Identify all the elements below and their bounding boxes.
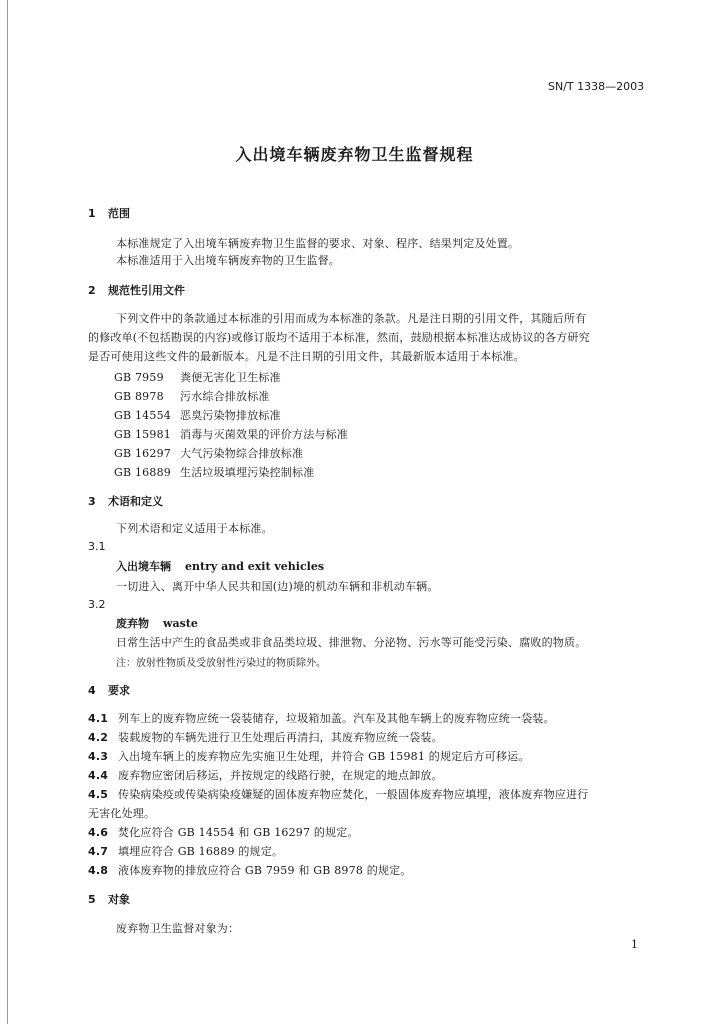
standard-code: SN/T 1338—2003 bbox=[548, 80, 645, 93]
section-number: 3 bbox=[88, 495, 96, 508]
reference-title: 粪便无害化卫生标准 bbox=[180, 371, 281, 384]
term-chinese: 废弃物 bbox=[116, 617, 149, 630]
page-title: 入出境车辆废弃物卫生监督规程 bbox=[235, 145, 474, 164]
term-entry bbox=[116, 558, 324, 574]
section-title: 规范性引用文件 bbox=[108, 284, 185, 297]
reference-title: 生活垃圾填埋污染控制标准 bbox=[180, 466, 315, 479]
section-heading-4 bbox=[88, 682, 130, 698]
subsection-number: 3.1 bbox=[88, 540, 106, 553]
requirement-text: 列车上的废弃物应统一袋装储存，垃圾箱加盖。汽车及其他车辆上的废弃物应统一袋装。 bbox=[118, 712, 555, 725]
reference-title: 大气污染物综合排放标准 bbox=[180, 447, 304, 460]
requirement-number: 4.4 bbox=[88, 769, 109, 782]
requirement-item bbox=[88, 862, 412, 878]
paragraph: 的修改单(不包括勘误的内容)或修订版均不适用于本标准，然而，鼓励根据本标准达成协议的各方研究 bbox=[88, 331, 590, 344]
reference-item bbox=[114, 464, 314, 480]
reference-item bbox=[114, 369, 281, 385]
section-number: 5 bbox=[88, 893, 96, 906]
section-number: 2 bbox=[88, 284, 96, 297]
requirement-number: 4.8 bbox=[88, 864, 109, 877]
paragraph: 是否可使用这些文件的最新版本。凡是不注日期的引用文件，其最新版本适用于本标准。 bbox=[88, 350, 525, 363]
reference-code: GB 7959 bbox=[114, 371, 164, 384]
paragraph: 下列术语和定义适用于本标准。 bbox=[116, 522, 273, 535]
requirement-text: 液体废弃物的排放应符合 GB 7959 和 GB 8978 的规定。 bbox=[118, 864, 412, 877]
reference-code: GB 14554 bbox=[114, 409, 171, 422]
reference-title: 污水综合排放标准 bbox=[180, 390, 270, 403]
requirement-text: 焚化应符合 GB 14554 和 GB 16297 的规定。 bbox=[118, 826, 359, 839]
reference-code: GB 8978 bbox=[114, 390, 164, 403]
requirement-item bbox=[88, 710, 555, 726]
requirement-number: 4.7 bbox=[88, 845, 109, 858]
term-entry bbox=[116, 615, 198, 631]
requirement-item bbox=[88, 767, 443, 783]
subsection-number: 3.2 bbox=[88, 598, 106, 611]
section-number: 4 bbox=[88, 684, 96, 697]
term-chinese: 入出境车辆 bbox=[116, 560, 171, 573]
reference-item bbox=[114, 445, 303, 461]
section-heading-2 bbox=[88, 282, 185, 298]
requirement-text: 废弃物应密闭后移运，并按规定的线路行驶，在规定的地点卸放。 bbox=[118, 769, 443, 782]
section-heading-5 bbox=[88, 891, 130, 907]
term-english: entry and exit vehicles bbox=[185, 560, 325, 573]
paragraph: 下列文件中的条款通过本标准的引用而成为本标准的条款。凡是注日期的引用文件，其随后所有 bbox=[116, 312, 587, 325]
reference-title: 消毒与灭菌效果的评价方法与标准 bbox=[180, 428, 348, 441]
reference-title: 恶臭污染物排放标准 bbox=[180, 409, 281, 422]
page-number: 1 bbox=[631, 938, 638, 951]
requirement-number: 4.5 bbox=[88, 788, 109, 801]
requirement-item bbox=[88, 748, 530, 764]
requirement-number: 4.6 bbox=[88, 826, 109, 839]
reference-item bbox=[114, 407, 281, 423]
reference-code: GB 16889 bbox=[114, 466, 171, 479]
term-definition: 日常生活中产生的食品类或非食品类垃圾、排泄物、分泌物、污水等可能受污染、腐败的物质。 bbox=[116, 636, 587, 649]
section-heading-1 bbox=[88, 205, 130, 221]
section-title: 对象 bbox=[108, 893, 130, 906]
term-english: waste bbox=[163, 617, 198, 630]
requirement-number: 4.3 bbox=[88, 750, 109, 763]
paragraph: 本标准规定了入出境车辆废弃物卫生监督的要求、对象、程序、结果判定及处置。 bbox=[116, 237, 520, 250]
requirement-item bbox=[88, 824, 359, 840]
requirement-text: 填埋应符合 GB 16889 的规定。 bbox=[118, 845, 284, 858]
requirement-item bbox=[88, 786, 588, 802]
reference-code: GB 15981 bbox=[114, 428, 171, 441]
requirement-text: 传染病染疫或传染病染疫嫌疑的固体废弃物应焚化，一般固体废弃物应填埋，液体废弃物应进行 bbox=[118, 788, 589, 801]
requirement-number: 4.1 bbox=[88, 712, 109, 725]
reference-item bbox=[114, 426, 348, 442]
section-title: 术语和定义 bbox=[108, 495, 163, 508]
section-number: 1 bbox=[88, 207, 96, 220]
paragraph: 本标准适用于入出境车辆废弃物的卫生监督。 bbox=[116, 254, 340, 267]
term-definition: 一切进入、离开中华人民共和国(边)境的机动车辆和非机动车辆。 bbox=[116, 580, 439, 593]
requirement-text: 入出境车辆上的废弃物应先实施卫生处理，并符合 GB 15981 的规定后方可移运。 bbox=[118, 750, 530, 763]
section-title: 要求 bbox=[108, 684, 130, 697]
requirement-text: 装载废物的车辆先进行卫生处理后再清扫，其废弃物应统一袋装。 bbox=[118, 731, 443, 744]
requirement-item bbox=[88, 843, 283, 859]
paragraph: 废弃物卫生监督对象为： bbox=[116, 922, 240, 935]
section-title: 范围 bbox=[108, 207, 130, 220]
reference-code: GB 16297 bbox=[114, 447, 171, 460]
requirement-item bbox=[88, 729, 443, 745]
requirement-number: 4.2 bbox=[88, 731, 109, 744]
term-note: 注：放射性物质及受放射性污染过的物质除外。 bbox=[116, 658, 326, 669]
section-heading-3 bbox=[88, 493, 163, 509]
requirement-continuation: 无害化处理。 bbox=[88, 807, 156, 820]
reference-item bbox=[114, 388, 270, 404]
